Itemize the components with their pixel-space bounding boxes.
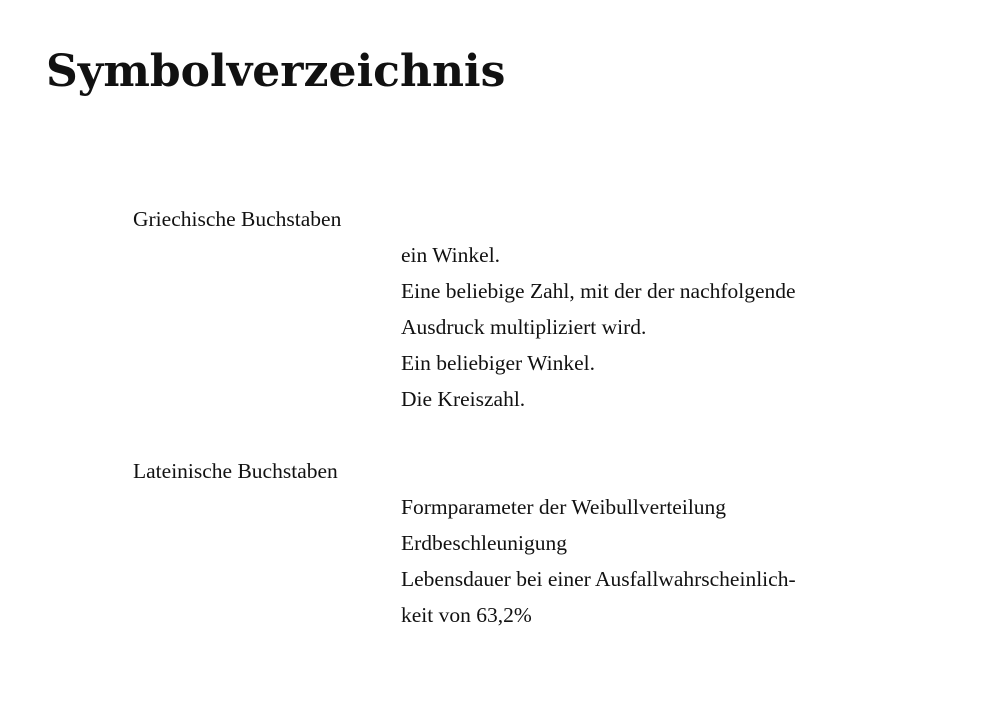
greek-symbol-list bbox=[401, 237, 873, 417]
symbol-entry bbox=[401, 561, 873, 633]
symbol-description: Formparameter der Weibullverteilung bbox=[401, 495, 727, 519]
greek-symbols-section bbox=[133, 201, 873, 417]
page-title: Symbolverzeichnis bbox=[46, 46, 506, 97]
symbol-description-continuation: keit von 63,2% bbox=[401, 603, 532, 627]
symbol-description: Lebensdauer bei einer Ausfallwahrscheinlich- bbox=[401, 567, 796, 591]
symbol-description: Erdbeschleunigung bbox=[401, 531, 567, 555]
symbol-entry bbox=[401, 345, 873, 381]
latin-symbol-list bbox=[401, 489, 873, 633]
greek-section-heading: Griechische Buchstaben bbox=[133, 207, 342, 231]
symbol-description: ein Winkel. bbox=[401, 243, 501, 267]
symbol-entry bbox=[401, 237, 873, 273]
latin-symbols-section bbox=[133, 453, 873, 633]
symbol-entry bbox=[401, 525, 873, 561]
symbol-entry bbox=[401, 381, 873, 417]
latin-section-heading: Lateinische Buchstaben bbox=[133, 459, 338, 483]
symbol-description: Die Kreiszahl. bbox=[401, 387, 526, 411]
symbol-entry bbox=[401, 489, 873, 525]
symbol-description: Eine beliebige Zahl, mit der der nachfolgende bbox=[401, 279, 796, 303]
symbol-description-continuation: Ausdruck multipliziert wird. bbox=[401, 315, 647, 339]
symbol-description: Ein beliebiger Winkel. bbox=[401, 351, 595, 375]
symbol-entry bbox=[401, 273, 873, 345]
